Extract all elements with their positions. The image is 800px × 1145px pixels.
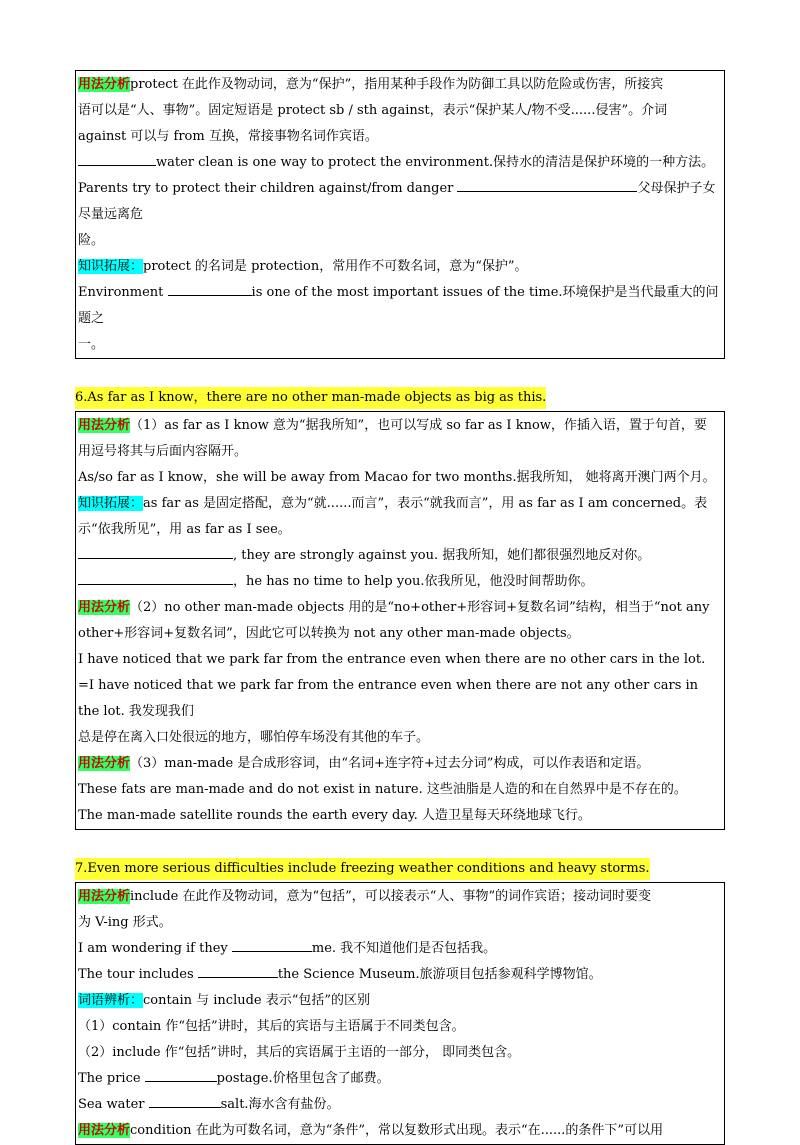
example-text: the Science Museum.旅游项目包括参观科学博物馆。 [277, 967, 602, 982]
example-sentence: These fats are man-made and do not exist in nature. 这些油脂是人造的和在自然界中是不存在的。 [78, 782, 687, 797]
example-sentence [78, 150, 722, 176]
knowledge-extension-tag: 知识拓展： [78, 496, 144, 511]
fill-blank[interactable] [149, 1093, 221, 1108]
fill-blank[interactable] [232, 937, 312, 952]
example-sentence: 总是停在离入口处很远的地方，哪怕停车场没有其他的车子。 [78, 730, 430, 745]
example-sentence [78, 280, 722, 332]
fill-blank[interactable] [78, 544, 233, 559]
analysis-line [78, 413, 722, 439]
example-text: Sea water [78, 1097, 149, 1112]
example-text: , they are strongly against you. 据我所知，她们都很强烈地反对你。 [233, 548, 651, 563]
usage-analysis-tag: 用法分析 [78, 418, 131, 433]
knowledge-extension-tag: 知识拓展： [78, 259, 144, 274]
section-heading-text: 6.As far as I know，there are no other man-made objects as big as this. [75, 387, 546, 409]
analysis-line: （1）contain 作“包括”讲时，其后的宾语与主语属于不同类包含。 [78, 1019, 465, 1034]
page [75, 70, 725, 1145]
example-sentence: =I have noticed that we park far from the entrance even when there are not any other cars in the lot. 我发现我们 [78, 678, 699, 719]
fill-blank[interactable] [168, 281, 252, 296]
example-sentence: I have noticed that we park far from the entrance even when there are no other cars in the lot. [78, 652, 706, 667]
example-sentence [78, 176, 722, 228]
section-heading-6 [75, 387, 725, 409]
example-text: ，he has no time to help you.依我所见，他没时间帮助你。 [233, 574, 594, 589]
protect-analysis-box [75, 70, 725, 359]
section-heading-7 [75, 858, 725, 880]
example-sentence [78, 569, 722, 595]
knowledge-extension-line [78, 491, 722, 517]
analysis-line [78, 884, 722, 910]
analysis-line [78, 751, 722, 777]
analysis-line: 语可以是“人、事物”。固定短语是 protect sb / sth against，表示“保护某人/物不受......侵害”。介词 [78, 103, 668, 118]
analysis-text: （3）man-made 是合成形容词，由“名词+连字符+过去分词”构成，可以作表语和定语。 [130, 756, 650, 771]
fill-blank[interactable] [78, 570, 233, 585]
fill-blank[interactable] [145, 1067, 217, 1082]
example-sentence: As/so far as I know，she will be away from Macao for two months.据我所知， 她将离开澳门两个月。 [78, 470, 716, 485]
analysis-line [78, 1118, 722, 1144]
example-text: Parents try to protect their children against/from danger [78, 181, 458, 196]
analysis-text: contain 与 include 表示“包括”的区别 [143, 993, 371, 1008]
example-sentence [78, 962, 722, 988]
word-distinction-line [78, 988, 722, 1014]
example-text: The price [78, 1071, 145, 1086]
example-sentence: The man-made satellite rounds the earth every day. 人造卫星每天环绕地球飞行。 [78, 808, 591, 823]
word-distinction-tag: 词语辨析： [78, 993, 144, 1008]
analysis-line: 为 V-ing 形式。 [78, 915, 172, 930]
example-text: Environment [78, 285, 168, 300]
analysis-text: protect 在此作及物动词，意为“保护”，指用某种手段作为防御工具以防危险或伤害，所接宾 [130, 77, 664, 92]
usage-analysis-tag: 用法分析 [78, 889, 131, 904]
example-sentence [78, 543, 722, 569]
analysis-text: （2）no other man-made objects 用的是“no+other+形容词+复数名词”结构，相当于“not any [130, 600, 710, 615]
usage-analysis-tag: 用法分析 [78, 600, 131, 615]
analysis-text: protect 的名词是 protection，常用作不可数名词，意为“保护”。 [143, 259, 528, 274]
usage-analysis-tag: 用法分析 [78, 1123, 131, 1138]
fill-blank[interactable] [78, 151, 156, 166]
analysis-line: 用逗号将其与后面内容隔开。 [78, 444, 248, 459]
example-sentence: 一。 [78, 337, 105, 352]
analysis-text: include 在此作及物动词，意为“包括”，可以接表示“人、事物”的词作宾语；接动词时要变 [130, 889, 652, 904]
analysis-line [78, 72, 722, 98]
example-sentence [78, 936, 722, 962]
example-text: me. 我不知道他们是否包括我。 [311, 941, 497, 956]
include-analysis-box [75, 882, 725, 1145]
example-text: water clean is one way to protect the environment.保持水的清洁是保护环境的一种方法。 [156, 155, 715, 170]
example-text: salt.海水含有盐份。 [220, 1097, 340, 1112]
usage-analysis-tag: 用法分析 [78, 77, 131, 92]
example-sentence [78, 1092, 722, 1118]
example-text: I am wondering if they [78, 941, 232, 956]
analysis-text: condition 在此为可数名词，意为“条件”，常以复数形式出现。表示“在......的条件下”可以用 [130, 1123, 664, 1138]
usage-analysis-tag: 用法分析 [78, 756, 131, 771]
analysis-line: 示“依我所见”，用 as far as I see。 [78, 522, 291, 537]
fill-blank[interactable] [457, 177, 637, 192]
analysis-line [78, 595, 722, 621]
analysis-line: against 可以与 from 互换，常接事物名词作宾语。 [78, 129, 378, 144]
fill-blank[interactable] [198, 963, 278, 978]
analysis-line: （2）include 作“包括”讲时，其后的宾语属于主语的一部分， 即同类包含。 [78, 1045, 521, 1060]
analysis-text: （1）as far as I know 意为“据我所知”，也可以写成 so far as I know，作插入语，置于句首，要 [130, 418, 707, 433]
example-text: 父母保护子女尽量远离危 [78, 181, 716, 222]
example-text: postage.价格里包含了邮费。 [216, 1071, 390, 1086]
analysis-line: other+形容词+复数名词”，因此它可以转换为 not any other man-made objects。 [78, 626, 580, 641]
section-heading-text: 7.Even more serious difficulties include freezing weather conditions and heavy storms. [75, 858, 650, 880]
as-far-as-analysis-box [75, 411, 725, 830]
example-text: The tour includes [78, 967, 198, 982]
example-sentence [78, 1066, 722, 1092]
analysis-text: as far as 是固定搭配，意为“就......而言”，表示“就我而言”，用 as far as I am concerned。表 [143, 496, 708, 511]
example-text: is one of the most important issues of the time.环境保护是当代最重大的问题之 [78, 285, 719, 326]
knowledge-extension-line [78, 254, 722, 280]
example-sentence: 险。 [78, 233, 105, 248]
